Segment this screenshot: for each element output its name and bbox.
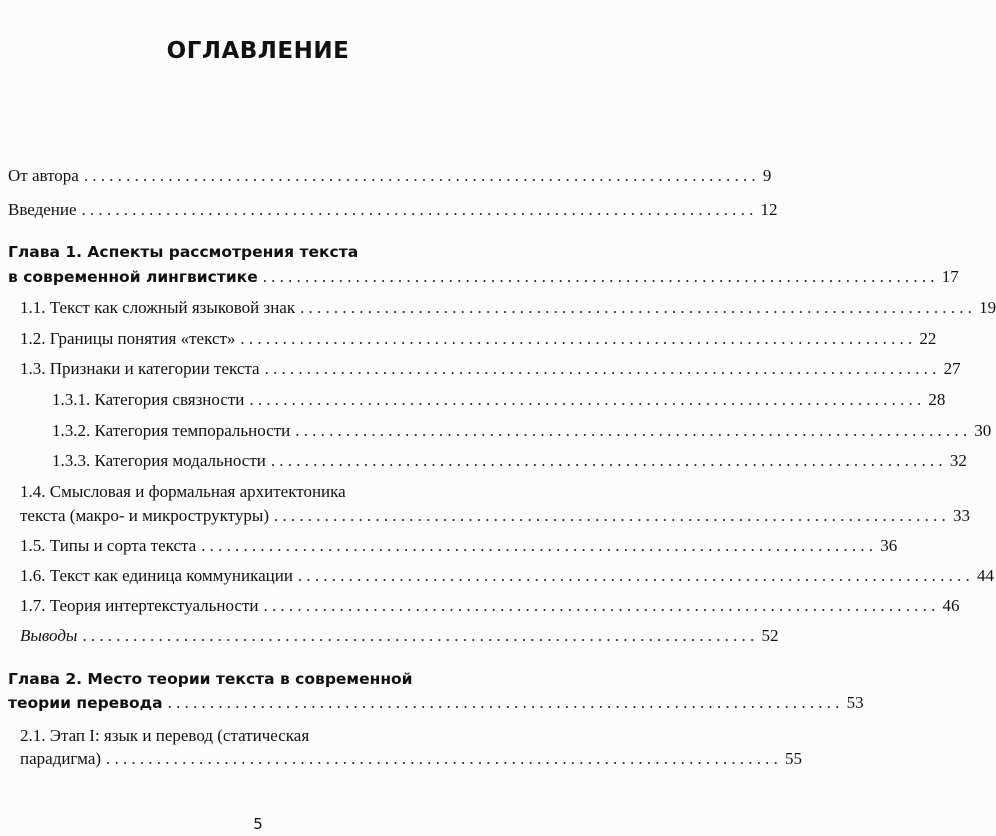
- toc-entry-1-1[interactable]: [20, 297, 996, 319]
- dot-leader: ................................................................................: [240, 329, 917, 348]
- toc-entry-label: 1.5. Типы и сорта текста: [20, 536, 197, 555]
- dot-leader: ................................................................................: [270, 451, 947, 470]
- toc-entry-chapter-2[interactable]: [8, 692, 864, 714]
- toc-entry-label: 1.3.2. Категория темпоральности: [52, 421, 291, 440]
- toc-entry-label: 1.3.1. Категория связности: [52, 390, 245, 409]
- dot-leader: ................................................................................: [83, 166, 760, 185]
- toc-entry-page: 53: [846, 693, 864, 712]
- dot-leader: ................................................................................: [297, 566, 974, 585]
- toc-entry-from-author[interactable]: [8, 165, 772, 187]
- dot-leader: ................................................................................: [249, 390, 926, 409]
- toc-entry-label: От автора: [8, 166, 79, 185]
- toc-entry-1-4-line1[interactable]: 1.4. Смысловая и формальная архитектоника: [20, 482, 346, 501]
- toc-entry-1-7[interactable]: [20, 595, 960, 617]
- toc-entry-chapter-1[interactable]: [8, 266, 959, 288]
- toc-entry-2-1[interactable]: [20, 748, 803, 770]
- page-number: 5: [253, 815, 263, 833]
- toc-entry-label: теории перевода: [8, 694, 163, 712]
- toc-entry-1-3[interactable]: [20, 358, 961, 380]
- dot-leader: ................................................................................: [264, 359, 941, 378]
- toc-entry-label: 1.7. Теория интертекстуальности: [20, 596, 259, 615]
- dot-leader: ................................................................................: [82, 626, 759, 645]
- toc-entry-page: 44: [976, 566, 994, 585]
- page-title: ОГЛАВЛЕНИЕ: [166, 38, 350, 64]
- toc-entry-conclusions[interactable]: [20, 625, 779, 647]
- toc-entry-page: 12: [760, 200, 778, 219]
- dot-leader: ................................................................................: [263, 596, 940, 615]
- toc-entry-page: 28: [928, 390, 946, 409]
- toc-entry-1-4[interactable]: [20, 505, 970, 527]
- toc-entry-page: 17: [941, 267, 959, 286]
- toc-entry-label: 1.2. Границы понятия «текст»: [20, 329, 236, 348]
- dot-leader: ................................................................................: [262, 267, 939, 286]
- toc-entry-page: 27: [943, 359, 961, 378]
- dot-leader: ................................................................................: [81, 200, 758, 219]
- toc-entry-label: парадигма): [20, 749, 102, 768]
- toc-entry-page: 19: [979, 298, 996, 317]
- dot-leader: ................................................................................: [273, 506, 950, 525]
- toc-entry-page: 32: [949, 451, 967, 470]
- toc-entry-label: 1.1. Текст как сложный языковой знак: [20, 298, 296, 317]
- chapter-2-heading-line1[interactable]: Глава 2. Место теории текста в современной: [8, 670, 413, 688]
- toc-entry-label: текста (макро- и микроструктуры): [20, 506, 269, 525]
- dot-leader: ................................................................................: [295, 421, 972, 440]
- toc-entry-2-1-line1[interactable]: 2.1. Этап I: язык и перевод (статическая: [20, 726, 310, 745]
- toc-entry-label: 1.6. Текст как единица коммуникации: [20, 566, 293, 585]
- toc-entry-page: 55: [785, 749, 803, 768]
- toc-entry-label: 1.3.3. Категория модальности: [52, 451, 266, 470]
- toc-entry-1-3-3[interactable]: [52, 450, 967, 472]
- dot-leader: ................................................................................: [106, 749, 783, 768]
- toc-entry-1-3-2[interactable]: [52, 420, 992, 442]
- dot-leader: ................................................................................: [300, 298, 977, 317]
- toc-entry-label: Введение: [8, 200, 77, 219]
- toc-entry-1-3-1[interactable]: [52, 389, 946, 411]
- toc-entry-page: 30: [974, 421, 992, 440]
- chapter-1-heading-line1[interactable]: Глава 1. Аспекты рассмотрения текста: [8, 243, 359, 261]
- toc-entry-page: 36: [880, 536, 898, 555]
- toc-entry-label: в современной лингвистике: [8, 268, 258, 286]
- toc-entry-label: Выводы: [20, 626, 78, 645]
- toc-entry-1-5[interactable]: [20, 535, 898, 557]
- toc-entry-page: 33: [952, 506, 970, 525]
- toc-entry-1-2[interactable]: [20, 328, 937, 350]
- toc-entry-page: 46: [942, 596, 960, 615]
- toc-entry-page: 52: [761, 626, 779, 645]
- toc-entry-page: 9: [762, 166, 772, 185]
- toc-entry-1-6[interactable]: [20, 565, 994, 587]
- dot-leader: ................................................................................: [167, 693, 844, 712]
- toc-entry-introduction[interactable]: [8, 199, 778, 221]
- toc-entry-label: 1.3. Признаки и категории текста: [20, 359, 260, 378]
- dot-leader: ................................................................................: [201, 536, 878, 555]
- toc-entry-page: 22: [919, 329, 937, 348]
